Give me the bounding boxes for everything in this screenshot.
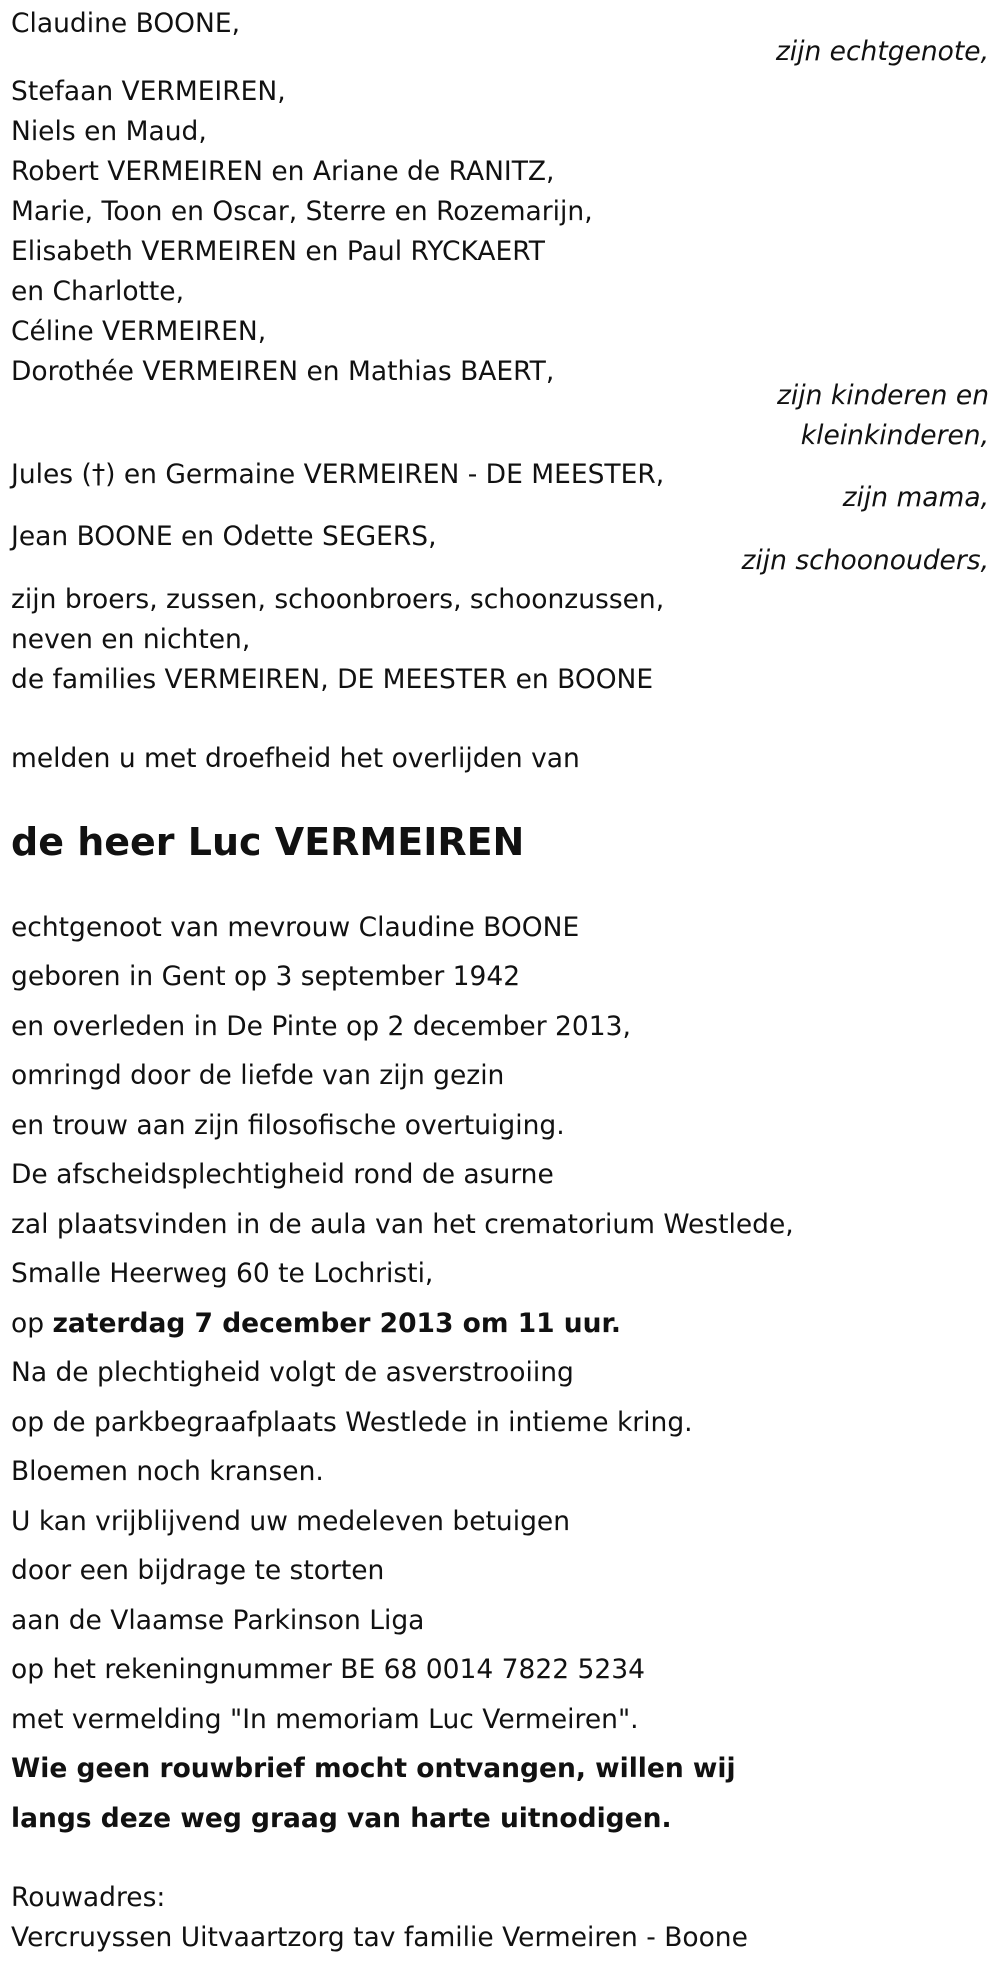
relatives-line: zijn broers, zussen, schoonbroers, schoonzussen, bbox=[11, 584, 665, 615]
detail-line: Bloemen noch kransen. bbox=[11, 1456, 324, 1487]
announcement: melden u met droefheid het overlijden van bbox=[11, 743, 580, 774]
children-role: zijn kinderen en bbox=[777, 380, 989, 411]
children-role-cont: kleinkinderen, bbox=[800, 420, 989, 451]
invite-line: langs deze weg graag van harte uitnodigen. bbox=[11, 1803, 672, 1834]
address-label: Rouwadres: bbox=[11, 1882, 166, 1913]
mother-name: Jules (†) en Germaine VERMEIREN - DE MEESTER, bbox=[11, 459, 665, 490]
ceremony-date-line bbox=[11, 1308, 621, 1339]
child-line: Marie, Toon en Oscar, Sterre en Rozemarijn, bbox=[11, 196, 593, 227]
child-line: Niels en Maud, bbox=[11, 116, 207, 147]
detail-line: en trouw aan zijn filosofische overtuiging. bbox=[11, 1110, 565, 1141]
in-laws-name: Jean BOONE en Odette SEGERS, bbox=[11, 521, 437, 552]
detail-line: De afscheidsplechtigheid rond de asurne bbox=[11, 1159, 554, 1190]
child-line: en Charlotte, bbox=[11, 276, 185, 307]
detail-line: geboren in Gent op 3 september 1942 bbox=[11, 961, 521, 992]
child-line: Elisabeth VERMEIREN en Paul RYCKAERT bbox=[11, 236, 545, 267]
detail-line: met vermelding "In memoriam Luc Vermeiren". bbox=[11, 1704, 639, 1735]
child-line: Stefaan VERMEIREN, bbox=[11, 76, 286, 107]
spouse-name: Claudine BOONE, bbox=[11, 8, 241, 39]
deceased-name: de heer Luc VERMEIREN bbox=[11, 820, 525, 864]
date-prefix: op bbox=[11, 1308, 53, 1339]
address-line: Vercruyssen Uitvaartzorg tav familie Vermeiren - Boone bbox=[11, 1922, 748, 1953]
in-laws-role: zijn schoonouders, bbox=[741, 545, 989, 576]
relatives-line: neven en nichten, bbox=[11, 624, 251, 655]
detail-line: omringd door de liefde van zijn gezin bbox=[11, 1060, 505, 1091]
spouse-role: zijn echtgenote, bbox=[775, 36, 989, 67]
detail-line: en overleden in De Pinte op 2 december 2013, bbox=[11, 1011, 631, 1042]
relatives-line: de families VERMEIREN, DE MEESTER en BOONE bbox=[11, 664, 654, 695]
detail-line: op de parkbegraafplaats Westlede in intieme kring. bbox=[11, 1407, 693, 1438]
detail-line: U kan vrijblijvend uw medeleven betuigen bbox=[11, 1506, 570, 1537]
child-line: Robert VERMEIREN en Ariane de RANITZ, bbox=[11, 156, 555, 187]
child-line: Dorothée VERMEIREN en Mathias BAERT, bbox=[11, 356, 555, 387]
detail-line: Smalle Heerweg 60 te Lochristi, bbox=[11, 1258, 434, 1289]
detail-line: door een bijdrage te storten bbox=[11, 1555, 385, 1586]
bank-account-line: op het rekeningnummer BE 68 0014 7822 5234 bbox=[11, 1654, 645, 1685]
ceremony-date: zaterdag 7 december 2013 om 11 uur. bbox=[52, 1308, 621, 1339]
detail-line: zal plaatsvinden in de aula van het crematorium Westlede, bbox=[11, 1209, 794, 1240]
detail-line: echtgenoot van mevrouw Claudine BOONE bbox=[11, 912, 580, 943]
detail-line: Na de plechtigheid volgt de asverstrooiing bbox=[11, 1357, 574, 1388]
invite-line: Wie geen rouwbrief mocht ontvangen, willen wij bbox=[11, 1753, 736, 1784]
mother-role: zijn mama, bbox=[842, 482, 989, 513]
child-line: Céline VERMEIREN, bbox=[11, 316, 267, 347]
detail-line: aan de Vlaamse Parkinson Liga bbox=[11, 1605, 425, 1636]
